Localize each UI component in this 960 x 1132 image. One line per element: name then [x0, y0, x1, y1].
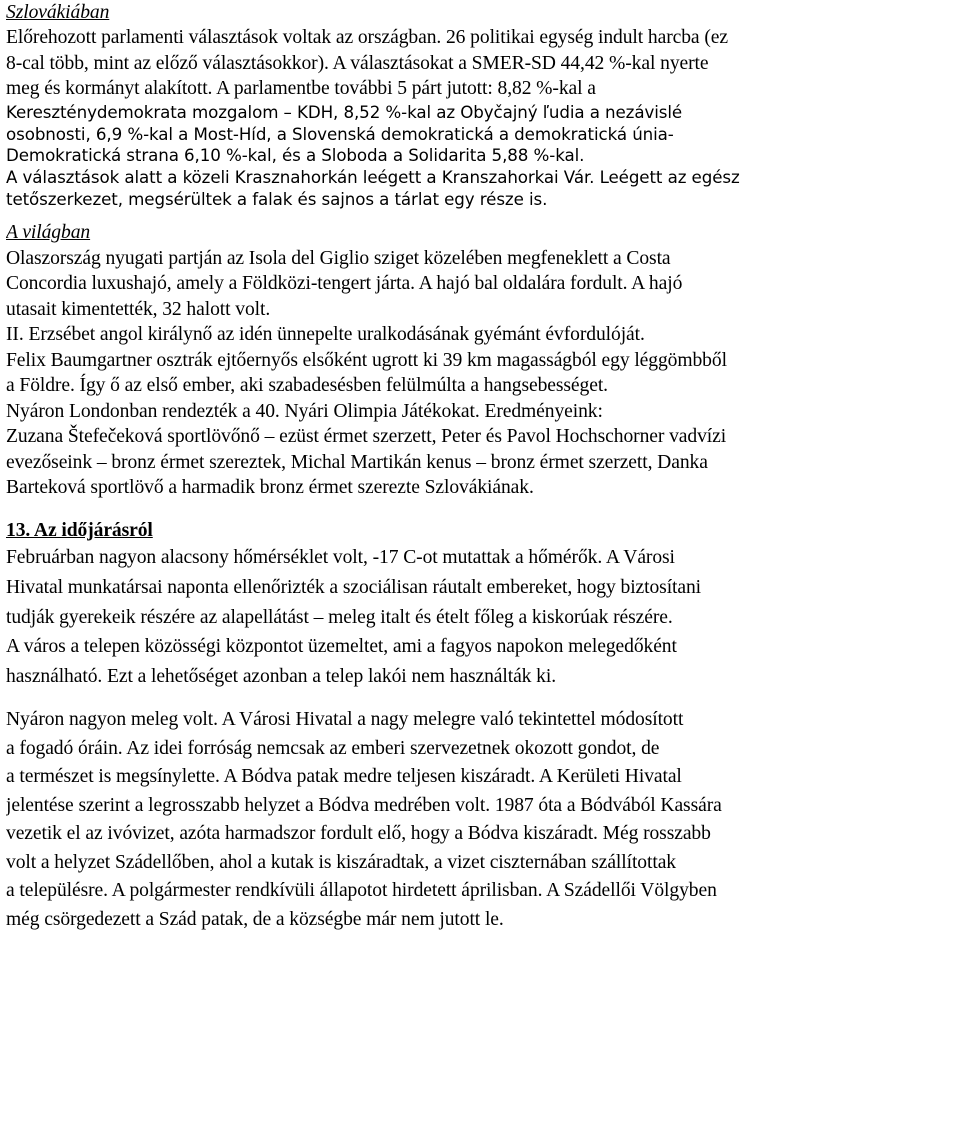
text-line: Concordia luxushajó, amely a Földközi-tengert járta. A hajó bal oldalára fordult. A hajó: [6, 273, 683, 295]
text-line: Felix Baumgartner osztrák ejtőernyős elsőként ugrott ki 39 km magasságból egy léggömbből: [6, 349, 727, 371]
section-heading: A világban: [6, 222, 91, 244]
text-line: evezőseink – bronz érmet szereztek, Michal Martikán kenus – bronz érmet szerzett, Danka: [6, 451, 708, 473]
text-line: a településre. A polgármester rendkívüli állapotot hirdetett áprilisban. A Szádellői Völgyben: [6, 880, 717, 902]
text-line: használható. Ezt a lehetőséget azonban a telep lakói nem használták ki.: [6, 666, 557, 688]
text-line: meg és kormányt alakított. A parlamentbe további 5 párt jutott: 8,82 %-kal a: [6, 78, 596, 100]
text-line: A választások alatt a közeli Krasznahorkán leégett a Kranszahorkai Vár. Leégett az egész: [6, 166, 740, 187]
section-heading: Szlovákiában: [6, 2, 110, 23]
text-line: osobnosti, 6,9 %-kal a Most-Híd, a Slovenská demokratická a demokratická únia-: [6, 123, 674, 144]
section-world: [6, 220, 960, 500]
text-line: Hivatal munkatársai naponta ellenőrizték a szociálisan ráutalt embereket, hogy biztosítani: [6, 576, 702, 598]
text-line: Februárban nagyon alacsony hőmérséklet volt, -17 C-ot mutattak a hőmérők. A Városi: [6, 547, 675, 569]
text-line: vezetik el az ivóvizet, azóta harmadszor fordult elő, hogy a Bódva kiszáradt. Még rosszabb: [6, 823, 711, 845]
text-line: Demokratická strana 6,10 %-kal, és a Sloboda a Solidarita 5,88 %-kal.: [6, 145, 585, 166]
text-line: tudják gyerekeik részére az alapellátást – meleg italt és ételt főleg a kiskorúak részére.: [6, 606, 673, 628]
text-line: még csörgedezett a Szád patak, de a községbe már nem jutott le.: [6, 909, 504, 931]
text-line: utasait kimentették, 32 halott volt.: [6, 298, 271, 320]
text-line: Nyáron Londonban rendezték a 40. Nyári Olimpia Játékokat. Eredményeink:: [6, 400, 603, 422]
section-slovakia: [6, 0, 960, 210]
text-line: II. Erzsébet angol királynő az idén ünnepelte uralkodásának gyémánt évfordulóját.: [6, 324, 645, 346]
text-line: Zuzana Štefečeková sportlövőnő – ezüst érmet szerzett, Peter és Pavol Hochschorner vadvízi: [6, 426, 727, 448]
text-line: Barteková sportlövő a harmadik bronz érmet szerezte Szlovákiának.: [6, 477, 534, 499]
text-line: Kereszténydemokrata mozgalom – KDH, 8,52 %-kal az Obyčajný ľudia a nezávislé: [6, 101, 683, 122]
text-line: a Földre. Így ő az első ember, aki szabadesésben felülmúlta a hangsebességet.: [6, 375, 608, 397]
text-line: A város a telepen közösségi központot üzemeltet, ami a fagyos napokon melegedőként: [6, 636, 677, 658]
text-line: a természet is megsínylette. A Bódva patak medre teljesen kiszáradt. A Kerületi Hivatal: [6, 766, 682, 788]
text-line: jelentése szerint a legrosszabb helyzet a Bódva medrében volt. 1987 óta a Bódvából Kassára: [6, 794, 722, 816]
text-line: tetőszerkezet, megsérültek a falak és sajnos a tárlat egy része is.: [6, 188, 548, 209]
text-line: Olaszország nyugati partján az Isola del Giglio sziget közelében megfeneklett a Costa: [6, 247, 671, 269]
section-heading: 13. Az időjárásról: [6, 519, 153, 541]
section-weather: [6, 518, 960, 935]
text-line: 8-cal több, mint az előző választásokkor). A választásokat a SMER-SD 44,42 %-kal nyerte: [6, 52, 709, 74]
paragraph: [6, 706, 960, 935]
text-line: Előrehozott parlamenti választások voltak az országban. 26 politikai egység indult harcba (ez: [6, 27, 728, 49]
text-line: Nyáron nagyon meleg volt. A Városi Hivatal a nagy melegre való tekintettel módosított: [6, 708, 684, 730]
text-line: volt a helyzet Szádellőben, ahol a kutak is kiszáradtak, a vizet ciszternában szállítottak: [6, 851, 676, 873]
paragraph: [6, 543, 960, 692]
text-line: a fogadó óráin. Az idei forróság nemcsak az emberi szervezetnek okozott gondot, de: [6, 737, 660, 759]
